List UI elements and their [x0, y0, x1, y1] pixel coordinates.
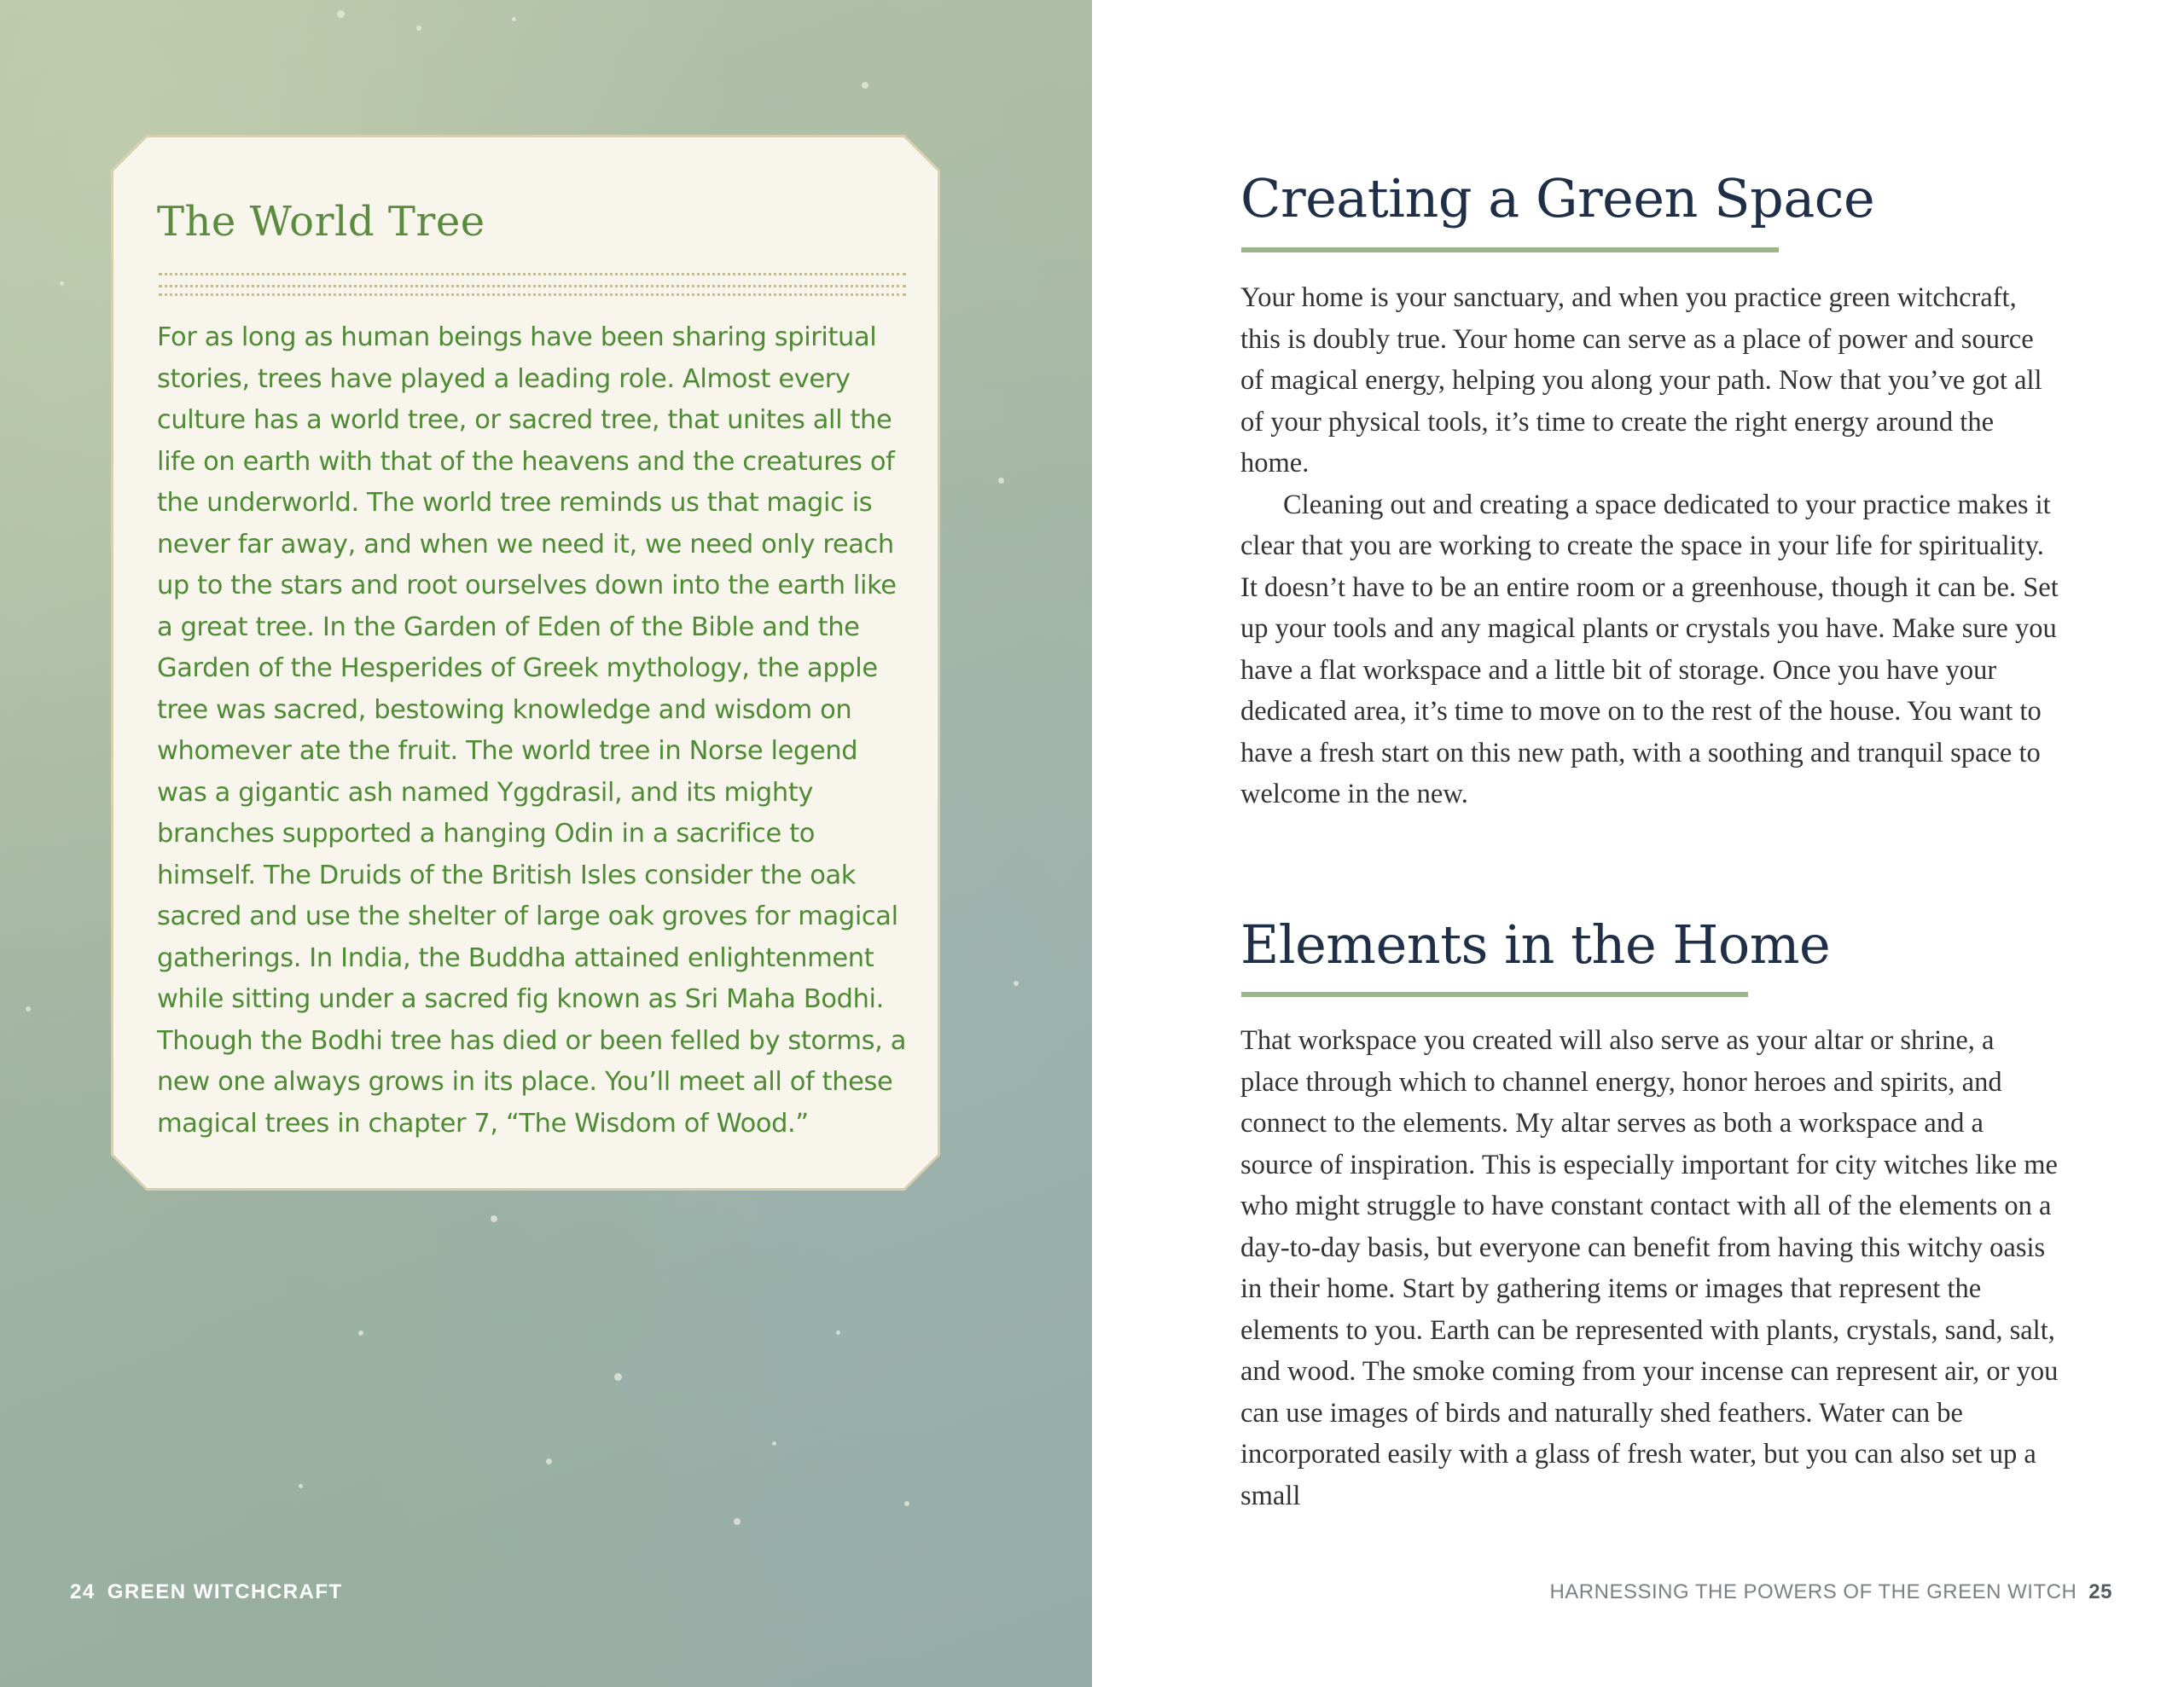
folio-left [70, 1580, 343, 1604]
page-number-right: 25 [2088, 1580, 2112, 1603]
running-head-left: GREEN WITCHCRAFT [107, 1580, 343, 1603]
page-number-left: 24 [70, 1580, 96, 1603]
sidebar-rule-bottom [159, 293, 906, 296]
heading-elements-in-home: Elements in the Home [1240, 913, 1831, 976]
section-creating-green-space-body [1240, 277, 2059, 815]
heading-creating-green-space: Creating a Green Space [1240, 167, 1875, 229]
sidebar-body: For as long as human beings have been sharing spiritual stories, trees have played a leading role. Almost every culture has a world tree, or sacred tree, that unites all the life on earth with that of the heavens and the creatures of the underworld. The world tree reminds us that magic is never far away, and when we need it, we need only reach up to the stars and root ourselves down into the earth like a great tree. In the Garden of Eden of the Bible and the Garden of the Hesperides of Greek mythology, the apple tree was sacred, bestowing knowledge and wisdom on whomever ate the fruit. The world tree in Norse legend was a gigantic ash named Yggdrasil, and its mighty branches supported a hanging Odin in a sacrifice to himself. The Druids of the British Isles consider the oak sacred and use the shelter of large oak groves for magical gatherings. In India, the Buddha attained enlightenment while sitting under a sacred fig known as Sri Maha Bodhi. Though the Bodhi tree has died or been felled by storms, a new one always grows in its place. You’ll meet all of these magical trees in chapter 7, “The Wisdom of Wood.” [157, 322, 907, 1139]
sidebar-title: The World Tree [157, 198, 485, 246]
folio-right [1549, 1580, 2112, 1604]
heading-rule-2 [1241, 992, 1748, 997]
paragraph-2: Cleaning out and creating a space dedicated to your practice makes it clear that you are working to create the space in your life for spirituality. It doesn’t have to be an entire room or a greenhouse, though it can be. Set up your tools and any magical plants or crystals you have. Make sure you have a flat workspace and a little bit of storage. Once you have your dedicated area, it’s time to move on to the rest of the house. You want to have a fresh start on this new path, with a soothing and tranquil space to welcome in the new. [1240, 489, 2059, 809]
paragraph-3: That workspace you created will also serve as your altar or shrine, a place through which to channel energy, honor heroes and spirits, and connect to the elements. My altar serves as both a workspace and a source of inspiration. This is especially important for city witches like me who might struggle to have constant contact with all of the elements on a day-to-day basis, but everyone can benefit from having this witchy oasis in their home. Start by gathering items or images that represent the elements to you. Earth can be represented with plants, crystals, sand, salt, and wood. The smoke coming from your incense can represent air, or you can use images of birds and naturally shed feathers. Water can be incorporated easily with a glass of fresh water, but you can also set up a small [1240, 1025, 2059, 1511]
paragraph-1: Your home is your sanctuary, and when you practice green witchcraft, this is doubly true. Your home can serve as a place of power and source of magical energy, helping you along your path. Now that you’ve got all of your physical tools, it’s time to create the right energy around the home. [1240, 282, 2042, 478]
right-page [1092, 0, 2184, 1687]
heading-rule-1 [1241, 247, 1779, 252]
running-head-right: HARNESSING THE POWERS OF THE GREEN WITCH [1549, 1580, 2077, 1603]
sidebar-rule-top [159, 273, 906, 275]
sidebar-rule-middle [159, 285, 906, 287]
section-elements-body [1240, 1020, 2059, 1516]
